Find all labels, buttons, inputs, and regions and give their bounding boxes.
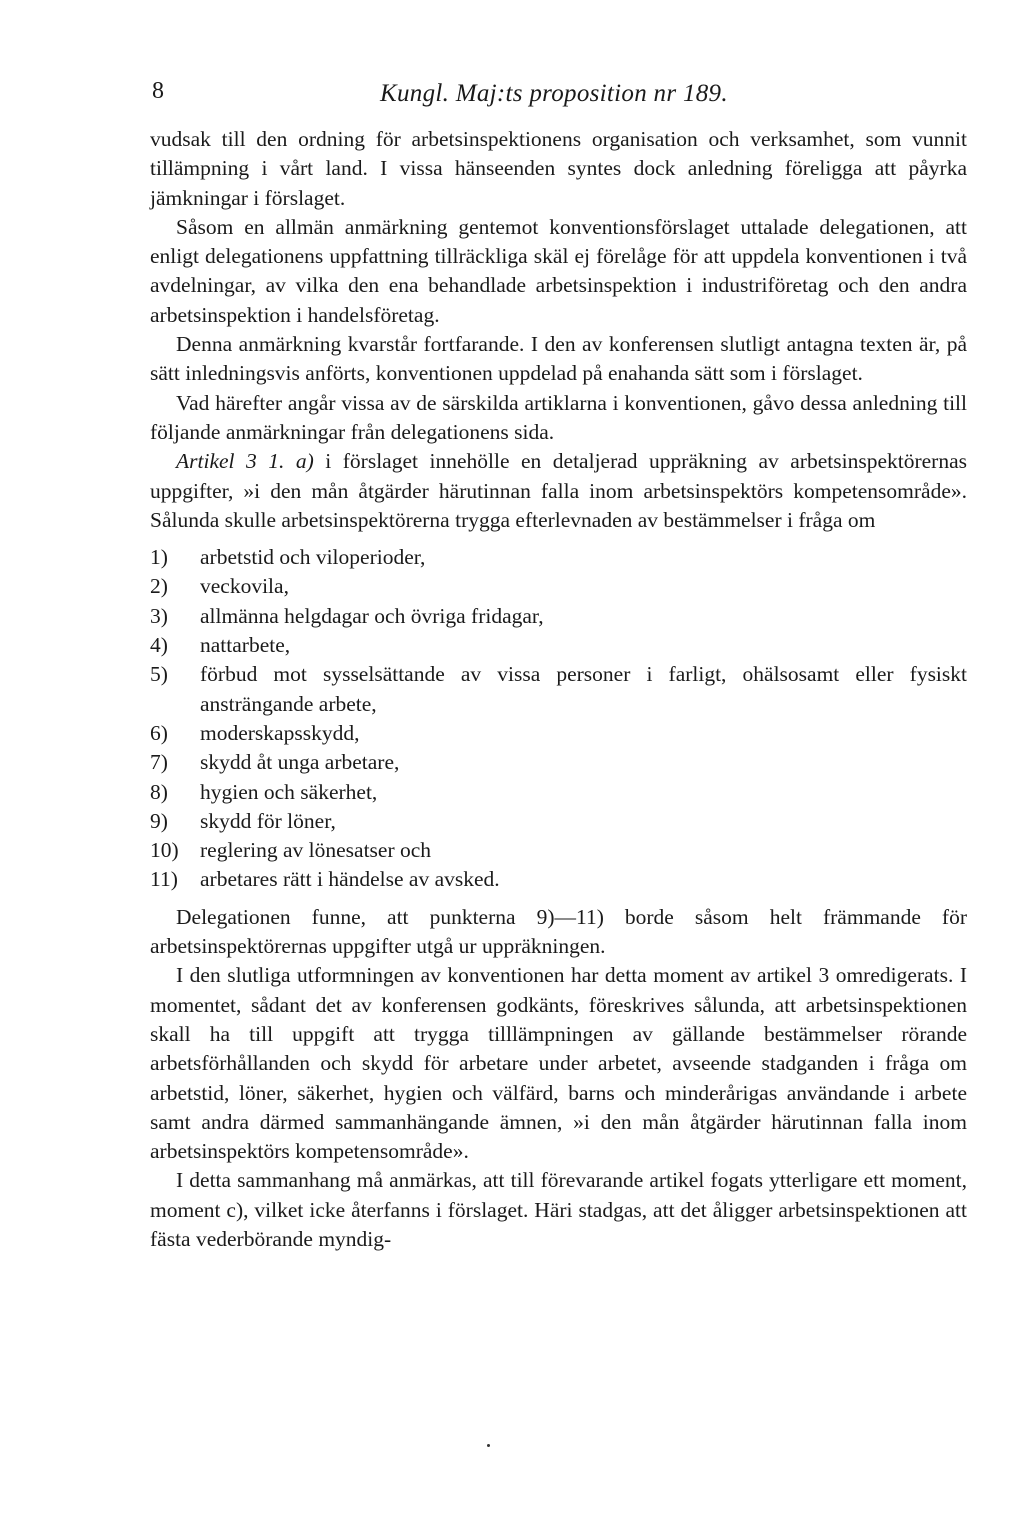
list-item-number: 3) [150, 603, 168, 628]
list-item-text: nattarbete, [200, 633, 291, 658]
list-item-number: 9) [150, 808, 168, 833]
print-speck [487, 1444, 490, 1447]
list-item-text: moderskapsskydd, [200, 720, 360, 745]
list-item-number: 7) [150, 750, 168, 775]
list-item-text: förbud mot sysselsättande av vissa personer i farligt, ohälsosamt eller fysiskt ansträngande arbete, [200, 662, 967, 716]
article-label: Artikel 3 1. a) [176, 449, 314, 474]
list-item [150, 719, 967, 748]
paragraph-8: I detta sammanhang må anmärkas, att till förevarande artikel fogats ytterligare ett moment, moment c), vilket icke återfanns i förslaget. Häri stadgas, att det åligger arbetsinspektionen att fästa vederbörande myndig- [150, 1168, 967, 1251]
list-item-text: reglering av lönesatser och [200, 838, 432, 863]
list-item-text: arbetstid och viloperioder, [200, 545, 426, 570]
list-item [150, 543, 967, 572]
list-item [150, 778, 967, 807]
paragraph-1: vudsak till den ordning för arbetsinspektionens organisation och verksamhet, som vunnit tillämpning i vårt land. I vissa hänseenden syntes dock anledning föreligga att påyrka jämkningar i förslaget. [150, 127, 967, 210]
list-item-number: 1) [150, 545, 168, 570]
list-item-text: skydd åt unga arbetare, [200, 750, 400, 775]
list-item [150, 631, 967, 660]
page-number: 8 [152, 78, 164, 104]
list-item [150, 602, 967, 631]
paragraph-6: Delegationen funne, att punkterna 9)—11) borde såsom helt främmande för arbetsinspektörernas uppgifter utgå ur uppräkningen. [150, 904, 967, 959]
list-item [150, 572, 967, 601]
paragraph-2: Såsom en allmän anmärkning gentemot konventionsförslaget uttalade delegationen, att enligt delegationens uppfattning tillräckliga skäl ej förelåge för att uppdela konventionen i två avdelningar, av vilka den ena behandlade arbetsinspektion i industriföretag och den andra arbetsinspektion i handelsföretag. [150, 214, 967, 327]
list-item [150, 748, 967, 777]
list-item [150, 865, 967, 894]
paragraph-7: I den slutliga utformningen av konventionen har detta moment av artikel 3 omredigerats. I momentet, sådant det av konferensen godkänts, föreskrives sålunda, att arbetsinspektionen skall ha till uppgift att trygga tilllämpningen av gällande bestämmelser rörande arbetsförhållanden och skydd för arbetare under arbetet, avseende stadganden i fråga om arbetstid, löner, säkerhet, hygien och välfärd, barns och minderårigas användande i arbete samt andra därmed sammanhängande ämnen, »i den mån åtgärder härutinnan falla inom arbetsinspektörs kompetensområde». [150, 963, 967, 1164]
list-item [150, 807, 967, 836]
paragraph-4: Vad härefter angår vissa av de särskilda artiklarna i konventionen, gåvo dessa anledning till följande anmärkningar från delegationens sida. [150, 390, 967, 444]
body-text [150, 125, 967, 1254]
list-item-number: 6) [150, 720, 168, 745]
list-item-number: 8) [150, 779, 168, 804]
paragraph-5 [150, 447, 967, 535]
list-item-text: arbetares rätt i händelse av avsked. [200, 867, 500, 892]
paragraph-3: Denna anmärkning kvarstår fortfarande. I den av konferensen slutligt antagna texten är, på sätt inledningsvis anförts, konventionen uppdelad på enahanda sätt som i förslaget. [150, 332, 967, 386]
list-item-number: 11) [150, 867, 178, 892]
list-item [150, 836, 967, 865]
list-item-text: allmänna helgdagar och övriga fridagar, [200, 603, 544, 628]
list-item-number: 2) [150, 574, 168, 599]
list-item-number: 4) [150, 633, 168, 658]
running-title: Kungl. Maj:ts proposition nr 189. [380, 80, 728, 107]
list-item-number: 5) [150, 662, 168, 687]
list-item-text: hygien och säkerhet, [200, 779, 378, 804]
paragraph-5-text: i förslaget innehölle en detaljerad uppräkning av arbetsinspektörernas uppgifter, »i den mån åtgärder härutinnan falla inom arbetsinspektörs kompetensområde». Sålunda skulle arbetsinspektörerna trygga efterlevnaden av bestämmelser i fråga om [150, 449, 967, 532]
list-item-number: 10) [150, 838, 179, 863]
duties-list [150, 543, 967, 895]
page-header [152, 78, 972, 118]
list-item-text: skydd för löner, [200, 808, 336, 833]
list-item-text: veckovila, [200, 574, 289, 599]
list-item [150, 660, 967, 719]
